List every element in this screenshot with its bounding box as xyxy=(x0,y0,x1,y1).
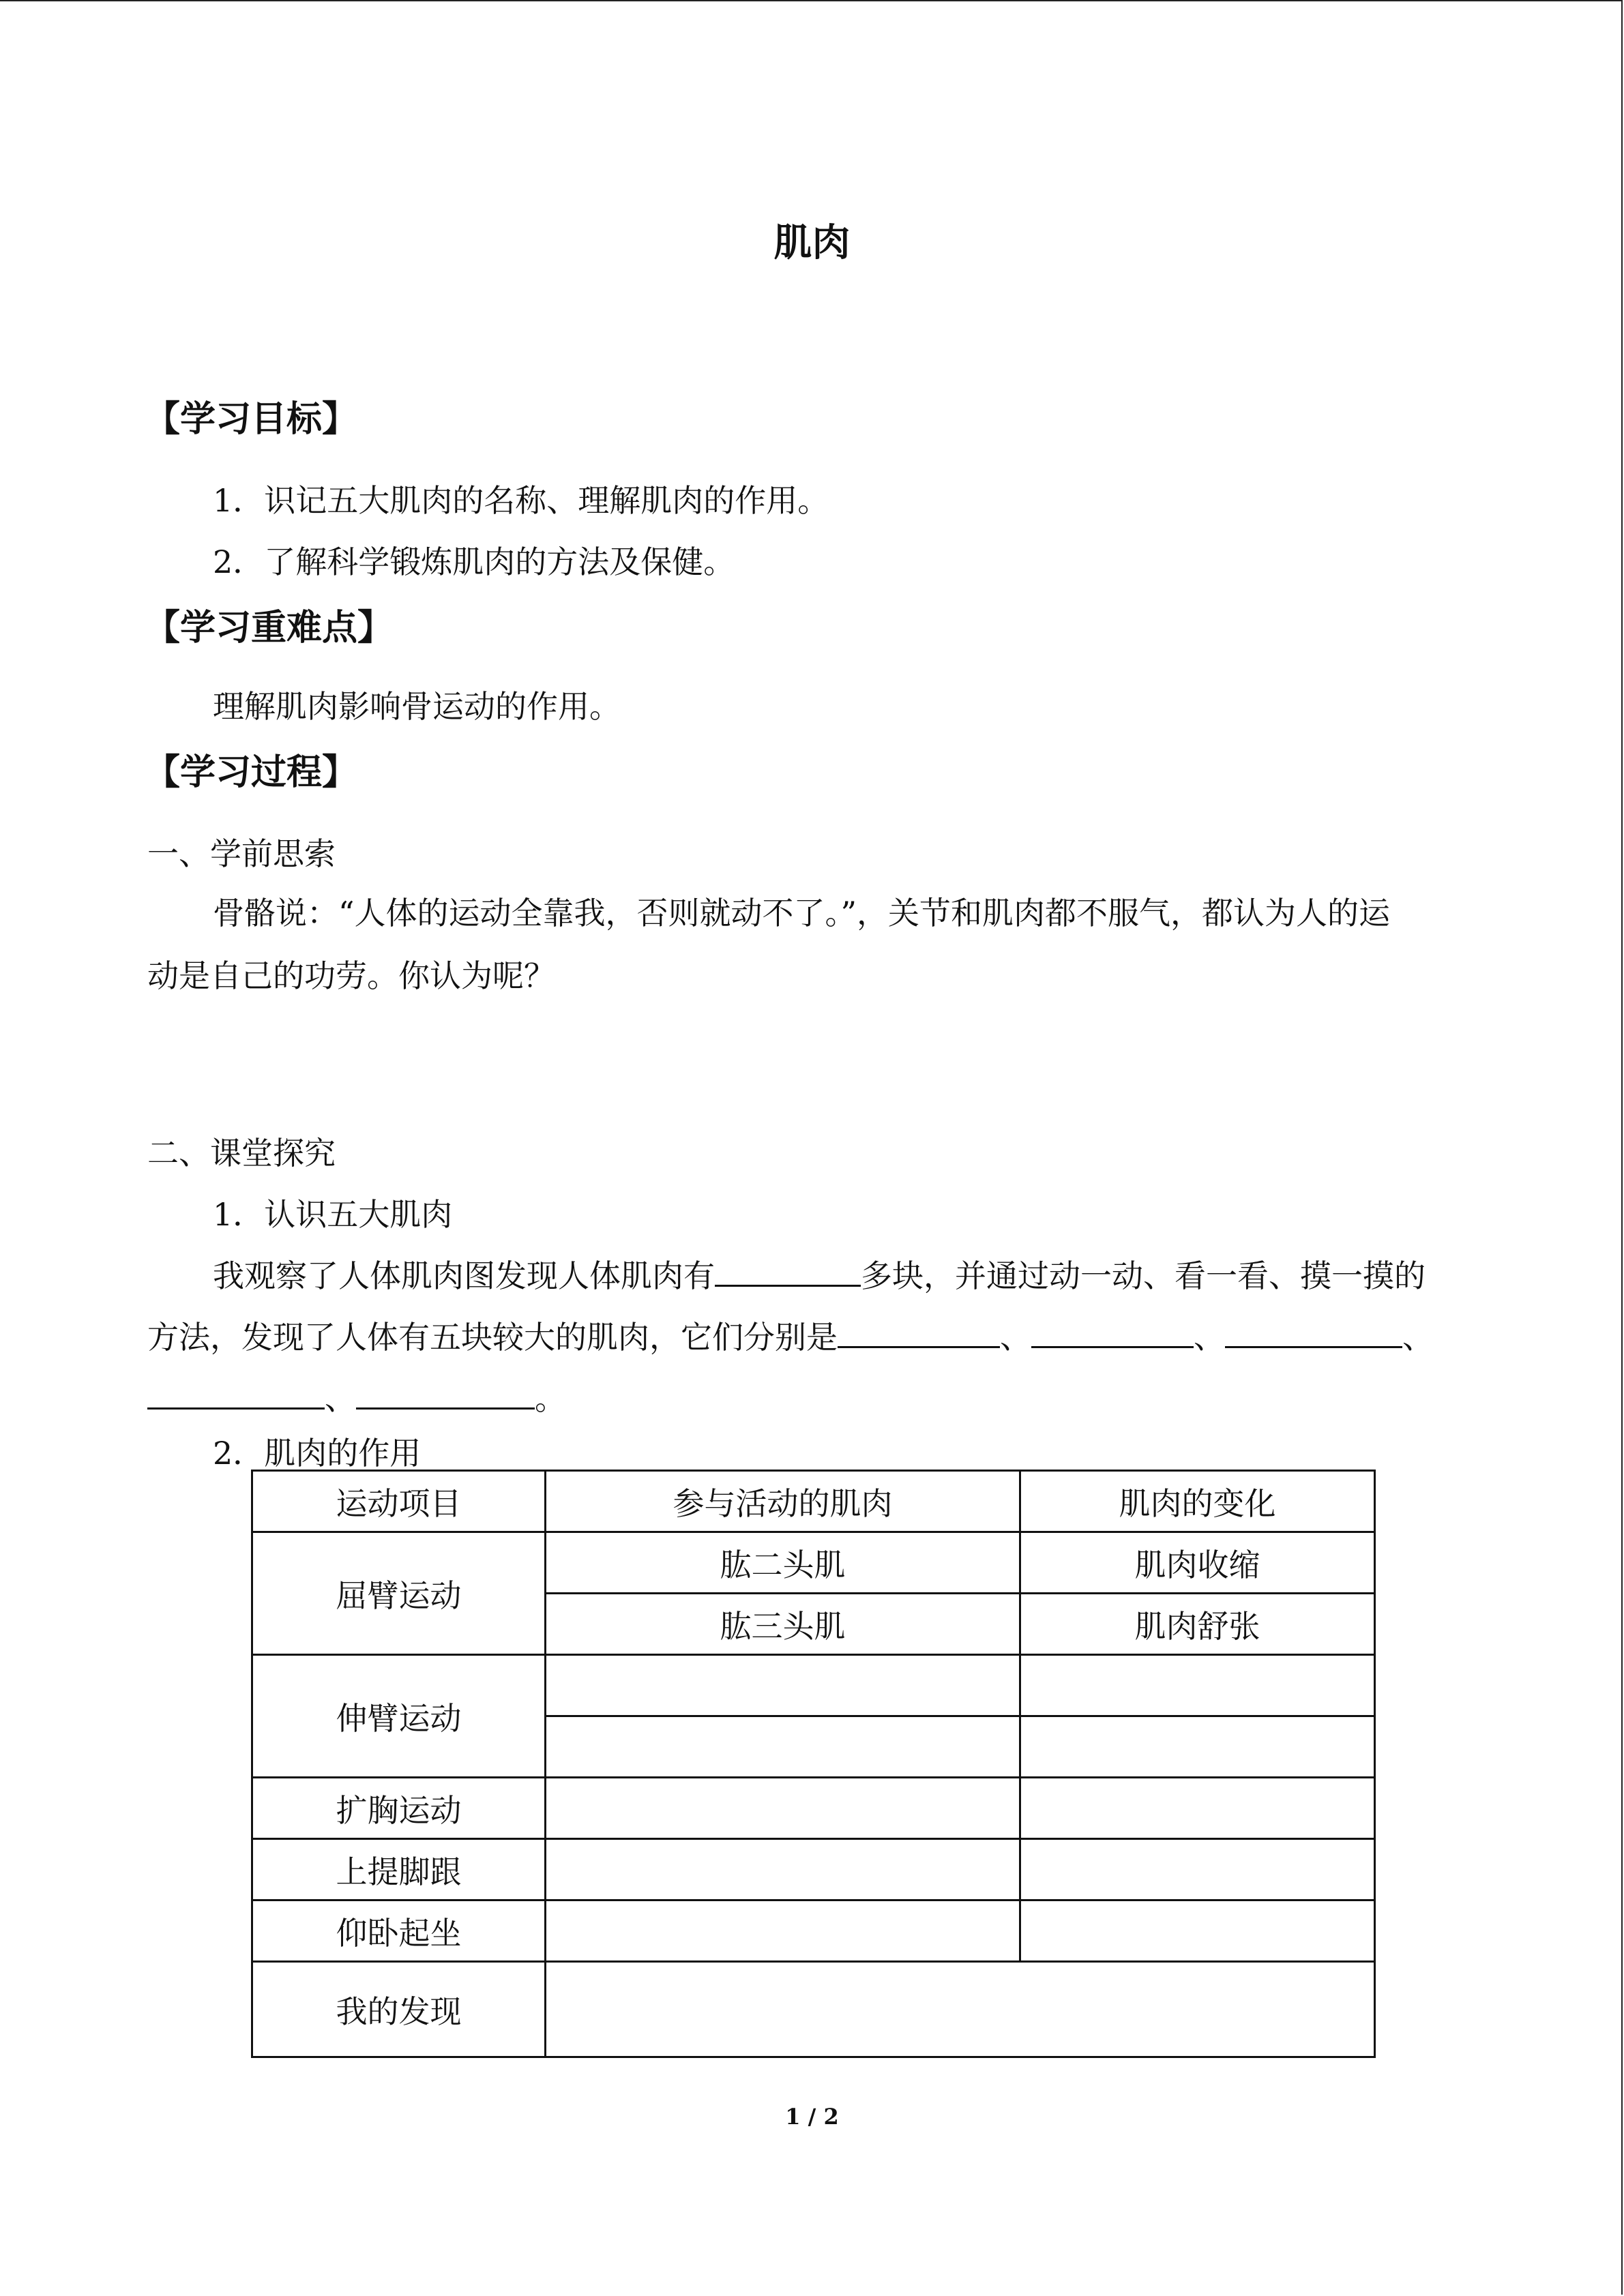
key-points-heading: 【学习重难点】 xyxy=(145,608,394,648)
separator: 、 xyxy=(1402,1319,1434,1356)
process-heading: 【学习过程】 xyxy=(145,752,358,793)
empty-cell[interactable] xyxy=(1020,1778,1375,1839)
table-row xyxy=(252,1962,1375,2057)
blank-muscle-4[interactable] xyxy=(147,1376,325,1410)
table-cell: 肌肉收缩 xyxy=(1020,1532,1375,1594)
findings-cell[interactable] xyxy=(546,1962,1375,2057)
period: 。 xyxy=(535,1380,566,1417)
objective-item-2: 2．了解科学锻炼肌肉的方法及保健。 xyxy=(213,543,735,580)
separator: 、 xyxy=(1194,1319,1225,1356)
part2-sub-1: 1．认识五大肌肉 xyxy=(213,1196,453,1233)
part2-heading: 二、课堂探究 xyxy=(147,1135,336,1172)
blank-muscle-5[interactable] xyxy=(356,1376,535,1410)
paragraph-line-2 xyxy=(147,1313,1434,1358)
empty-cell[interactable] xyxy=(546,1900,1020,1962)
empty-cell[interactable] xyxy=(546,1839,1020,1900)
part1-heading: 一、学前思索 xyxy=(147,835,336,872)
table-row xyxy=(252,1778,1375,1839)
table-cell: 肱二头肌 xyxy=(546,1532,1020,1594)
objectives-heading: 【学习目标】 xyxy=(145,399,358,440)
empty-cell[interactable] xyxy=(1020,1839,1375,1900)
paragraph-text-1b: 多块，并通过动一动、看一看、摸一摸的 xyxy=(861,1257,1426,1294)
table-header: 肌肉的变化 xyxy=(1020,1471,1375,1532)
table-row xyxy=(252,1655,1375,1716)
part1-line-2: 动是自己的功劳。你认为呢？ xyxy=(147,957,555,994)
row-label-ti-jiao: 上提脚跟 xyxy=(252,1839,546,1900)
paragraph-text-1a: 我观察了人体肌肉图发现人体肌肉有 xyxy=(213,1257,715,1294)
blank-muscle-count[interactable] xyxy=(715,1253,861,1287)
table-header: 运动项目 xyxy=(252,1471,546,1532)
part1-line-1: 骨骼说：“人体的运动全靠我，否则就动不了。”，关节和肌肉都不服气，都认为人的运 xyxy=(213,895,1391,931)
empty-cell[interactable] xyxy=(546,1716,1020,1778)
row-label-yang-wo: 仰卧起坐 xyxy=(252,1900,546,1962)
table-row xyxy=(252,1839,1375,1900)
row-label-faxian: 我的发现 xyxy=(252,1962,546,2057)
empty-cell[interactable] xyxy=(546,1655,1020,1716)
row-label-qu-bi: 屈臂运动 xyxy=(252,1532,546,1655)
table-cell: 肌肉舒张 xyxy=(1020,1594,1375,1655)
paragraph-line-3 xyxy=(147,1374,566,1419)
table-row xyxy=(252,1900,1375,1962)
empty-cell[interactable] xyxy=(1020,1655,1375,1716)
table-cell: 肱三头肌 xyxy=(546,1594,1020,1655)
part2-sub-2: 2．肌肉的作用 xyxy=(213,1435,422,1472)
muscle-function-table xyxy=(251,1470,1376,2058)
blank-muscle-1[interactable] xyxy=(838,1315,1000,1348)
table-header: 参与活动的肌肉 xyxy=(546,1471,1020,1532)
blank-muscle-2[interactable] xyxy=(1031,1315,1194,1348)
objective-item-1: 1．识记五大肌肉的名称、理解肌肉的作用。 xyxy=(213,482,829,519)
paragraph-text-2a: 方法，发现了人体有五块较大的肌肉，它们分别是 xyxy=(147,1319,838,1356)
separator: 、 xyxy=(325,1380,356,1417)
table-row xyxy=(252,1532,1375,1594)
blank-muscle-3[interactable] xyxy=(1225,1315,1402,1348)
page-title: 肌肉 xyxy=(773,220,851,265)
page-number: 1 / 2 xyxy=(785,2104,839,2130)
row-label-shen-bi: 伸臂运动 xyxy=(252,1655,546,1778)
row-label-kuo-xiong: 扩胸运动 xyxy=(252,1778,546,1839)
empty-cell[interactable] xyxy=(1020,1716,1375,1778)
empty-cell[interactable] xyxy=(546,1778,1020,1839)
separator: 、 xyxy=(1000,1319,1031,1356)
paragraph-line-1 xyxy=(213,1251,1426,1296)
empty-cell[interactable] xyxy=(1020,1900,1375,1962)
key-points-text: 理解肌肉影响骨运动的作用。 xyxy=(213,688,621,725)
table-header-row xyxy=(252,1471,1375,1532)
